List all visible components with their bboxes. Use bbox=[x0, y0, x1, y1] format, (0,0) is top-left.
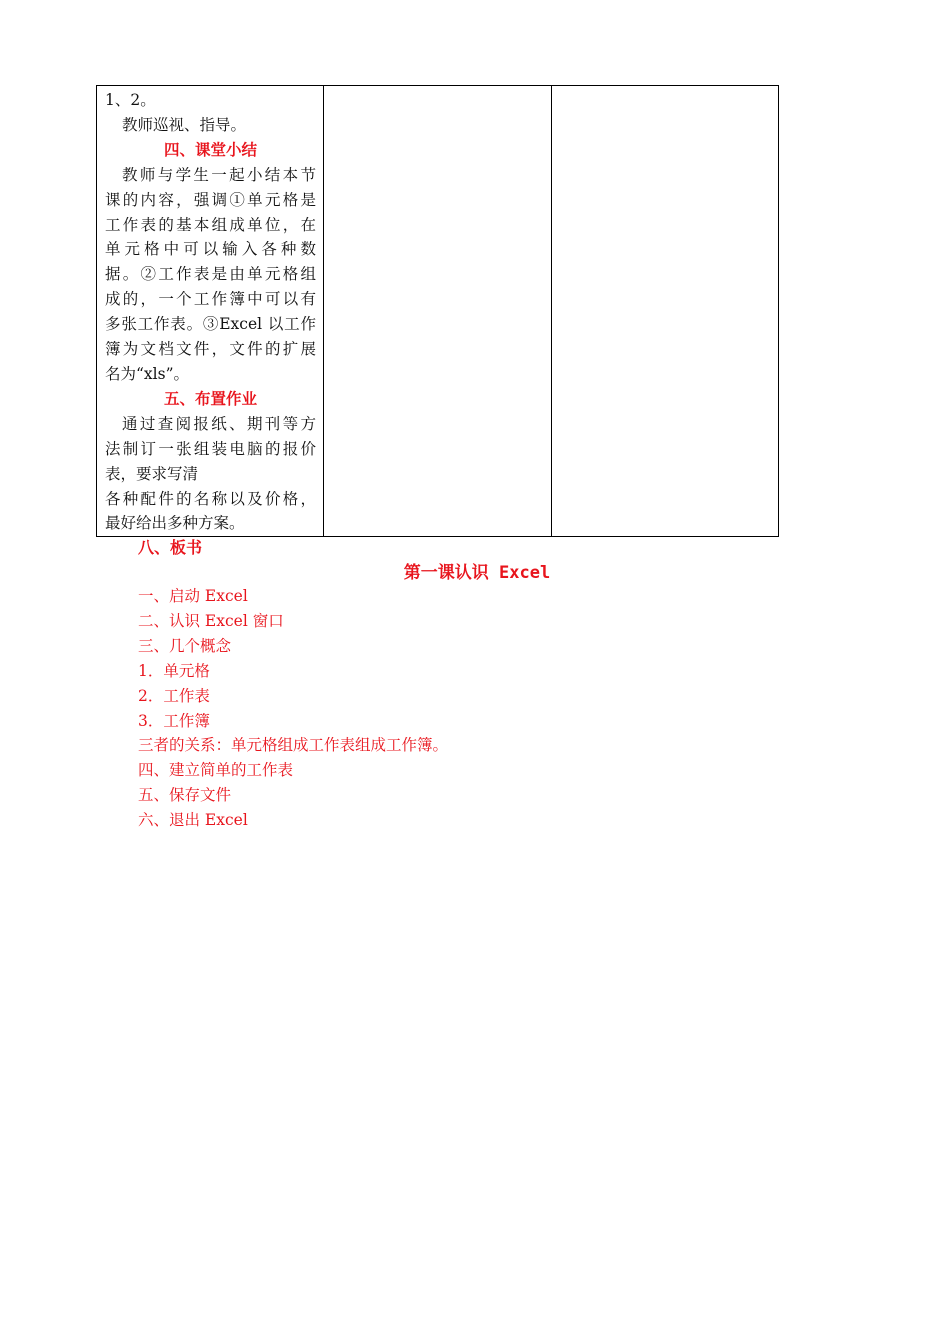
board-outline-item: 五、保存文件 bbox=[138, 786, 232, 805]
cell-line: 表，要求写清 bbox=[105, 464, 199, 483]
lesson-table bbox=[96, 85, 779, 537]
cell-line: 簿为文档文件，文件的扩展 bbox=[105, 340, 316, 359]
cell-line: 教师巡视、指导。 bbox=[122, 115, 247, 134]
board-outline-item: 1．单元格 bbox=[138, 661, 210, 680]
table-row bbox=[97, 86, 779, 537]
table-cell-empty-3 bbox=[552, 86, 779, 537]
cell-line: 1、2。 bbox=[105, 91, 156, 109]
cell-line: 单元格中可以输入各种数 bbox=[105, 240, 316, 259]
board-heading: 八、板书 bbox=[138, 538, 203, 557]
section-heading: 五、布置作业 bbox=[163, 389, 257, 408]
cell-line: 多张工作表。③Excel 以工作 bbox=[105, 315, 316, 334]
table-cell-activities bbox=[97, 86, 324, 537]
board-outline-item: 一、启动 Excel bbox=[138, 587, 248, 605]
board-outline-item: 3．工作簿 bbox=[138, 711, 210, 730]
cell-line: 据。②工作表是由单元格组 bbox=[105, 265, 316, 284]
cell-line: 课的内容，强调①单元格是 bbox=[105, 190, 316, 209]
board-title: 第一课认识 Excel bbox=[403, 563, 551, 583]
board-outline-item: 三、几个概念 bbox=[138, 636, 232, 655]
cell-line: 教师与学生一起小结本节 bbox=[122, 165, 316, 184]
table-cell-empty-2 bbox=[324, 86, 552, 537]
section-heading: 四、课堂小结 bbox=[163, 140, 257, 159]
board-outline-item: 六、退出 Excel bbox=[138, 811, 248, 830]
board-outline-item: 三者的关系：单元格组成工作表组成工作簿。 bbox=[138, 736, 449, 755]
cell-line: 各种配件的名称以及价格， bbox=[105, 489, 316, 508]
board-outline bbox=[138, 584, 448, 833]
board-outline-item: 四、建立简单的工作表 bbox=[138, 761, 294, 780]
board-outline-item: 二、认识 Excel 窗口 bbox=[138, 611, 284, 630]
board-outline-item: 2．工作表 bbox=[138, 686, 210, 705]
cell-line: 名为“xls”。 bbox=[105, 364, 190, 383]
cell-text bbox=[97, 86, 323, 536]
cell-line: 成的，一个工作簿中可以有 bbox=[105, 290, 316, 309]
cell-line: 工作表的基本组成单位，在 bbox=[105, 215, 316, 234]
cell-line: 法制订一张组装电脑的报价 bbox=[105, 439, 316, 458]
cell-line: 通过查阅报纸、期刊等方 bbox=[122, 414, 316, 433]
cell-line: 最好给出多种方案。 bbox=[105, 514, 245, 533]
